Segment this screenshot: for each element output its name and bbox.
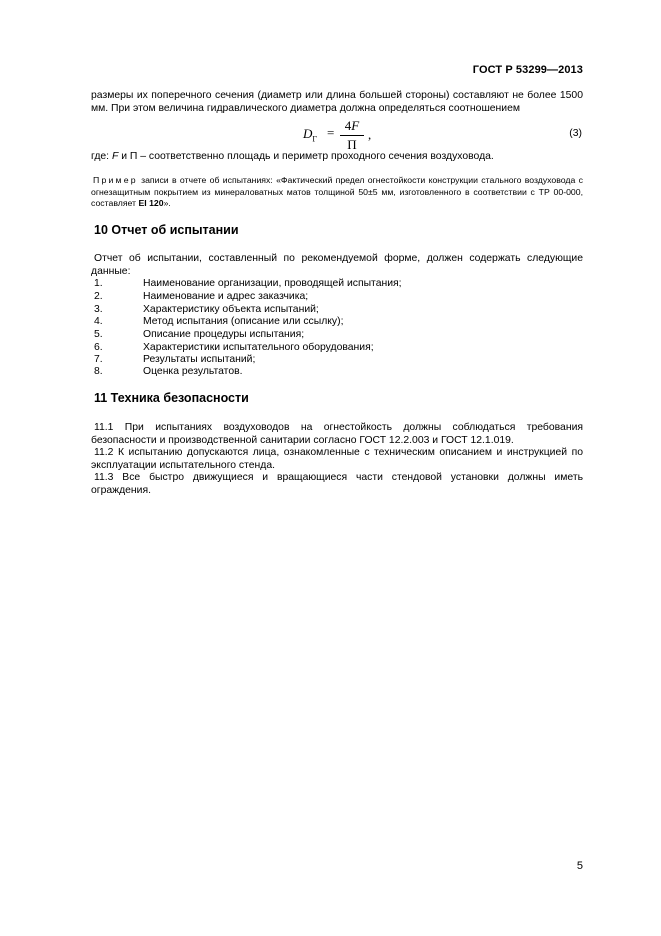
section-10-intro: Отчет об испытании, составленный по рекомендуемой форме, должен содержать следующие данные: bbox=[91, 253, 583, 277]
where-rest: и П – соответственно площадь и периметр проходного сечения воздуховода. bbox=[118, 151, 494, 162]
equation-number: (3) bbox=[569, 128, 582, 139]
example-end: ». bbox=[163, 198, 171, 208]
formula-equals: = bbox=[327, 125, 335, 140]
section-11-paragraph-2: 11.2 К испытанию допускаются лица, ознакомленные с техническим описанием и инструкцией по эксплуатации испытательного стенда. bbox=[91, 447, 583, 471]
list-item: 5. Описание процедуры испытания; bbox=[94, 329, 305, 340]
list-item: 2. Наименование и адрес заказчика; bbox=[94, 291, 309, 302]
document-code: ГОСТ Р 53299—2013 bbox=[472, 64, 583, 76]
list-item: 7. Результаты испытаний; bbox=[94, 354, 256, 365]
formula-lhs: $D_Г$ bbox=[303, 126, 318, 144]
where-f: F bbox=[111, 151, 119, 162]
intro-line-2: мм. При этом величина гидравлического диаметра должна определяться соотношением bbox=[91, 103, 521, 114]
formula-numerator: 4F bbox=[344, 118, 360, 133]
list-item: 8. Оценка результатов. bbox=[94, 366, 243, 377]
example-label: Пример bbox=[93, 175, 138, 185]
formula-comma: , bbox=[368, 127, 372, 142]
section-11-title: 11 Техника безопасности bbox=[94, 391, 249, 405]
list-item: 6. Характеристики испытательного оборудования; bbox=[94, 342, 374, 353]
example-text: записи в отчете об испытаниях: «Фактический предел огнестойкости конструкции стального воздуховода с огнезащитным покрытием из минераловатных матов толщиной 50±5 мм, изготовленного в соответствии с ТР 00-000, составляет bbox=[91, 175, 583, 208]
formula-fraction bbox=[340, 118, 364, 153]
example-bold: EI 120 bbox=[138, 198, 164, 208]
intro-line-1: размеры их поперечного сечения (диаметр или длина большей стороны) составляют не более 1500 bbox=[91, 90, 583, 101]
example-note bbox=[91, 175, 583, 210]
section-11-paragraph-1: 11.1 При испытаниях воздуховодов на огнестойкость должны соблюдаться требования безопасности и производственной санитарии согласно ГОСТ 12.2.003 и ГОСТ 12.1.019. bbox=[91, 422, 583, 446]
fraction-bar bbox=[340, 135, 364, 136]
intro-paragraph bbox=[91, 89, 583, 115]
list-item: 3. Характеристику объекта испытаний; bbox=[94, 304, 319, 315]
where-paragraph bbox=[91, 150, 583, 163]
list-item: 1. Наименование организации, проводящей испытания; bbox=[94, 278, 402, 289]
page-number: 5 bbox=[576, 860, 583, 872]
where-prefix: где: bbox=[91, 151, 112, 162]
section-11-paragraph-3: 11.3 Все быстро движущиеся и вращающиеся части стендовой установки должны иметь ограждения. bbox=[91, 472, 583, 496]
section-10-title: 10 Отчет об испытании bbox=[94, 223, 239, 237]
formula-denominator: П bbox=[347, 137, 357, 152]
formula bbox=[300, 118, 420, 152]
list-item: 4. Метод испытания (описание или ссылку); bbox=[94, 316, 344, 327]
